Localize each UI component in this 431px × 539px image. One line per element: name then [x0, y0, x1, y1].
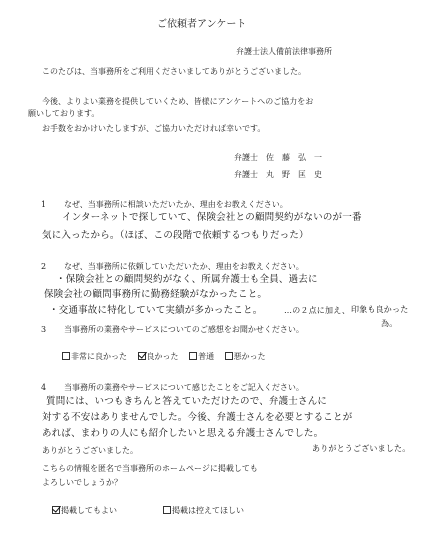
lawyer-2: 弁護士 丸 野 匡 史	[234, 170, 322, 179]
q4-answer-line-1: 質問には、いつもきちんと答えていただけたので、弁護士さんに	[46, 396, 328, 407]
q2-answer-line-1: ・保険会社との顧問契約がなく、所属弁護士も全員、過去に	[56, 274, 318, 285]
q2-aside-3: 為。	[381, 319, 398, 328]
firm-name: 弁護士法人備前法律事務所	[236, 47, 332, 56]
q4-answer-line-2: 対する不安はありませんでした。今後、弁護士さんを必要とすることが	[42, 412, 353, 423]
intro-line-3: お手数をおかけいたしますが、ご協力いただければ幸いです。	[42, 124, 266, 133]
q4-number: 4	[41, 383, 47, 392]
intro-line-2: 願いしております。	[28, 109, 100, 118]
q4-answer-thanks: ありがとうございました。	[312, 444, 411, 453]
greeting: このたびは、当事務所をご利用くださいましてありがとうございました。	[42, 67, 306, 76]
q3-text: 当事務所の業務やサービスについてのご感想をお聞かせください。	[64, 325, 304, 334]
q1-number: 1	[41, 200, 47, 209]
q3-option-4[interactable]: 悪かった	[225, 352, 266, 362]
permission-line-2: よろしいでしょうか？	[42, 478, 122, 487]
checkbox-checked[interactable]	[52, 506, 60, 514]
checkbox[interactable]	[163, 506, 171, 514]
checkbox[interactable]	[225, 352, 233, 360]
q1-text: なぜ、当事務所に相談いただいたか、理由をお教えください。	[64, 200, 288, 209]
page-title: ご依頼者アンケート	[157, 19, 247, 30]
q2-answer-line-2: 保険会社の顧問事務所に勤務経験がなかったこと。	[44, 289, 268, 300]
q3-option-3[interactable]: 普通	[189, 352, 214, 362]
q3-options	[62, 352, 274, 362]
q2-answer-line-3: ・交通事故に特化していて実績が多かったこと。	[49, 305, 263, 316]
q2-aside-1: …の２点に加え、	[284, 306, 351, 315]
q1-answer-line-1: インターネットで探していて、保険会社との顧問契約がないのが一番	[62, 212, 362, 223]
q4-text: 当事務所の業務やサービスについて感じたことをご記入ください。	[64, 383, 304, 392]
q3-option-1[interactable]: 非常に良かった	[62, 352, 127, 362]
permission-line-1: こちらの情報を匿名で当事務所のホームページに掲載しても	[42, 464, 258, 473]
q2-aside-2: 印象も良かった	[351, 305, 409, 314]
consent-option-2[interactable]: 掲載は控えてほしい	[163, 506, 244, 516]
consent-option-1[interactable]: 掲載してもよい	[52, 506, 117, 516]
closing: ありがとうございました。	[42, 446, 138, 455]
lawyer-1: 弁護士 佐 藤 弘 一	[234, 153, 322, 162]
checkbox[interactable]	[62, 352, 70, 360]
q3-option-2[interactable]: 良かった	[138, 352, 179, 362]
intro-line-1: 今後、よりよい業務を提供していくため、皆様にアンケートへのご協力をお	[42, 97, 314, 106]
q2-text: なぜ、当事務所に依頼していただいたか、理由をお教えください。	[64, 262, 304, 271]
q4-answer-line-3: あれば、まわりの人にも紹介したいと思える弁護士さんでした。	[42, 428, 324, 439]
q2-number: 2	[41, 262, 47, 271]
q3-number: 3	[41, 325, 47, 334]
checkbox-checked[interactable]	[138, 352, 146, 360]
q1-answer-line-2: 気に入ったから。（ほぼ、この段階で依頼するつもりだった）	[42, 230, 309, 241]
checkbox[interactable]	[189, 352, 197, 360]
